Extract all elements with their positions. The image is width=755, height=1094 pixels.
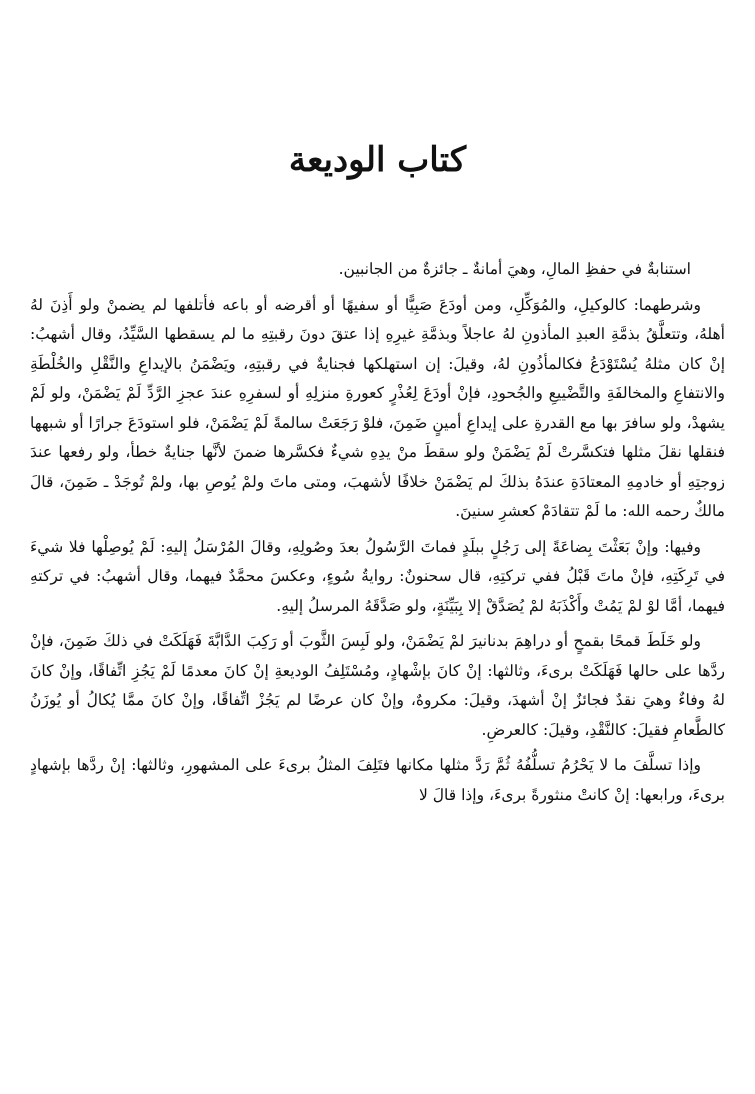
paragraph: وفيها: وإنْ بَعَثْتَ بِضاعَةً إلى رَجُلٍ ببلَدٍ فماتَ الرَّسُولُ بعدَ وصُولِهِ، وقالَ المُرْسَلُ إليهِ: لَمْ يُوصِلْها فلا شيءَ في تَرِكَتِهِ، فإنْ ماتَ قَبْلُ ففي تركتِهِ، قال سحنونٌ: روايةُ سُوءٍ، وعكسَ محمَّدٌ فيهما، وقال أشهبُ: في تركتهِ فيهما، أمَّا لوْ لمْ يَمُتْ وأَكْذَبَهُ لمْ يُصَدَّقْ إلا بِبَيِّنَةٍ، ولو صَدَّقَهُ المرسلُ إليهِ. [30, 537, 725, 615]
paragraph: استنابةٌ في حفظِ المالِ، وهيَ أمانةٌ ـ جائزةٌ من الجانبين. [338, 260, 691, 278]
paragraph: ولو خَلَطَ قمحًا بقمحٍ أو دراهِمَ بدنانيرَ لمْ يَضْمَنْ، ولو لَبِسَ الثَّوبَ أو رَكِبَ الدَّابَّةَ فَهَلَكَتْ في ذلكَ ضَمِنَ، فإنْ ردَّها على حالها فَهَلَكَتْ برىءَ، وثالثها: إنْ كانَ بإشْهادٍ، ومُسْتَلِفُ الوديعةِ إنْ كانَ معدمًا لَمْ يَجُزِ اتِّفاقًا، وإنْ كانَ لهُ وفاءٌ وهيَ نقدٌ فجائزٌ إنْ أشهدَ، وقيلَ: مكروهٌ، وإنْ كان عرضًا لم يَجُزْ اتِّفاقًا، وإنْ كانَ ممَّا يُكالُ أو يُوزَنُ كالطَّعامِ فقيلَ: كالنَّقْدِ، وقيلَ: كالعرضِ. [30, 632, 725, 739]
paragraph: وشرطهما: كالوكيلِ، والمُوَكِّلِ، ومن أودَعَ صَبِيًّا أو سفيهًا أو أقرضه أو باعه فأتلفها لم يضمنْ ولو أَذِنَ لهُ أهلهُ، وتتعلَّقُ بذمَّةِ العبدِ المأذونِ لهُ عاجلاً وبذمَّةِ غيرِهِ إذا عتقَ دونَ رقبتِهِ ما لم يسقطها السَّيِّدُ، وقال أشهبُ: إنْ كان مثلهُ يُسْتَوْدَعُ فكالمأذُونِ لهُ، وقيلَ: إن استهلكها فجنايةٌ في رقبتِهِ، ويَضْمَنُ بالإيداعِ والنَّقْلِ والخُلْطَةِ والانتفاعِ والمخالفَةِ والتَّضْييعِ والجُحودِ، فإنْ أودَعَ لِعُذْرٍ كعورةِ منزلِهِ أو لسفرِهِ عندَ عجزِ الرَّدِّ لَمْ يَضْمَنْ، ولو لَمْ يشهدْ، ولو سافرَ بها مع القدرةِ على إيداعِ أمينٍ ضَمِنَ، فلوْ رَجَعَتْ سالمةً لَمْ يَضْمَنْ، فلو استودَعَ جرارًا أو شبهها فنقلها نقلَ مثلها فتكسَّرتْ لَمْ يَضْمَنْ ولو سقطَ منْ يدِهِ شيءٌ فكسَّرها ضمنَ لأنَّها جنايةٌ خطأ، ولو رفعها عندَ زوجتِهِ أو خادمِهِ المعتادَةِ عندَهُ بذلكَ لم يَضْمَنْ خلافًا لأشهبَ، ومتى ماتَ ولمْ يُوصِ بها، ولمْ تُوجَدْ ـ ضَمِنَ، قالَ مالكٌ رحمه الله: ما لَمْ تتقادَمْ كعشرِ سنينَ. [30, 295, 725, 520]
document-body [30, 255, 725, 816]
document-page [30, 0, 725, 1094]
chapter-title: كتاب الوديعة [288, 140, 467, 180]
paragraph: وإذا تسلَّفَ ما لا يَحْرُمُ تسلُّفُهُ ثُمَّ رَدَّ مثلها مكانها فتَلِفَ المثلُ برىءَ على المشهورِ، وثالثها: إنْ ردَّها بإشهادٍ برىءَ، ورابعها: إنْ كانتْ منثورةً برىءَ، وإذا قالَ لا [30, 756, 725, 804]
